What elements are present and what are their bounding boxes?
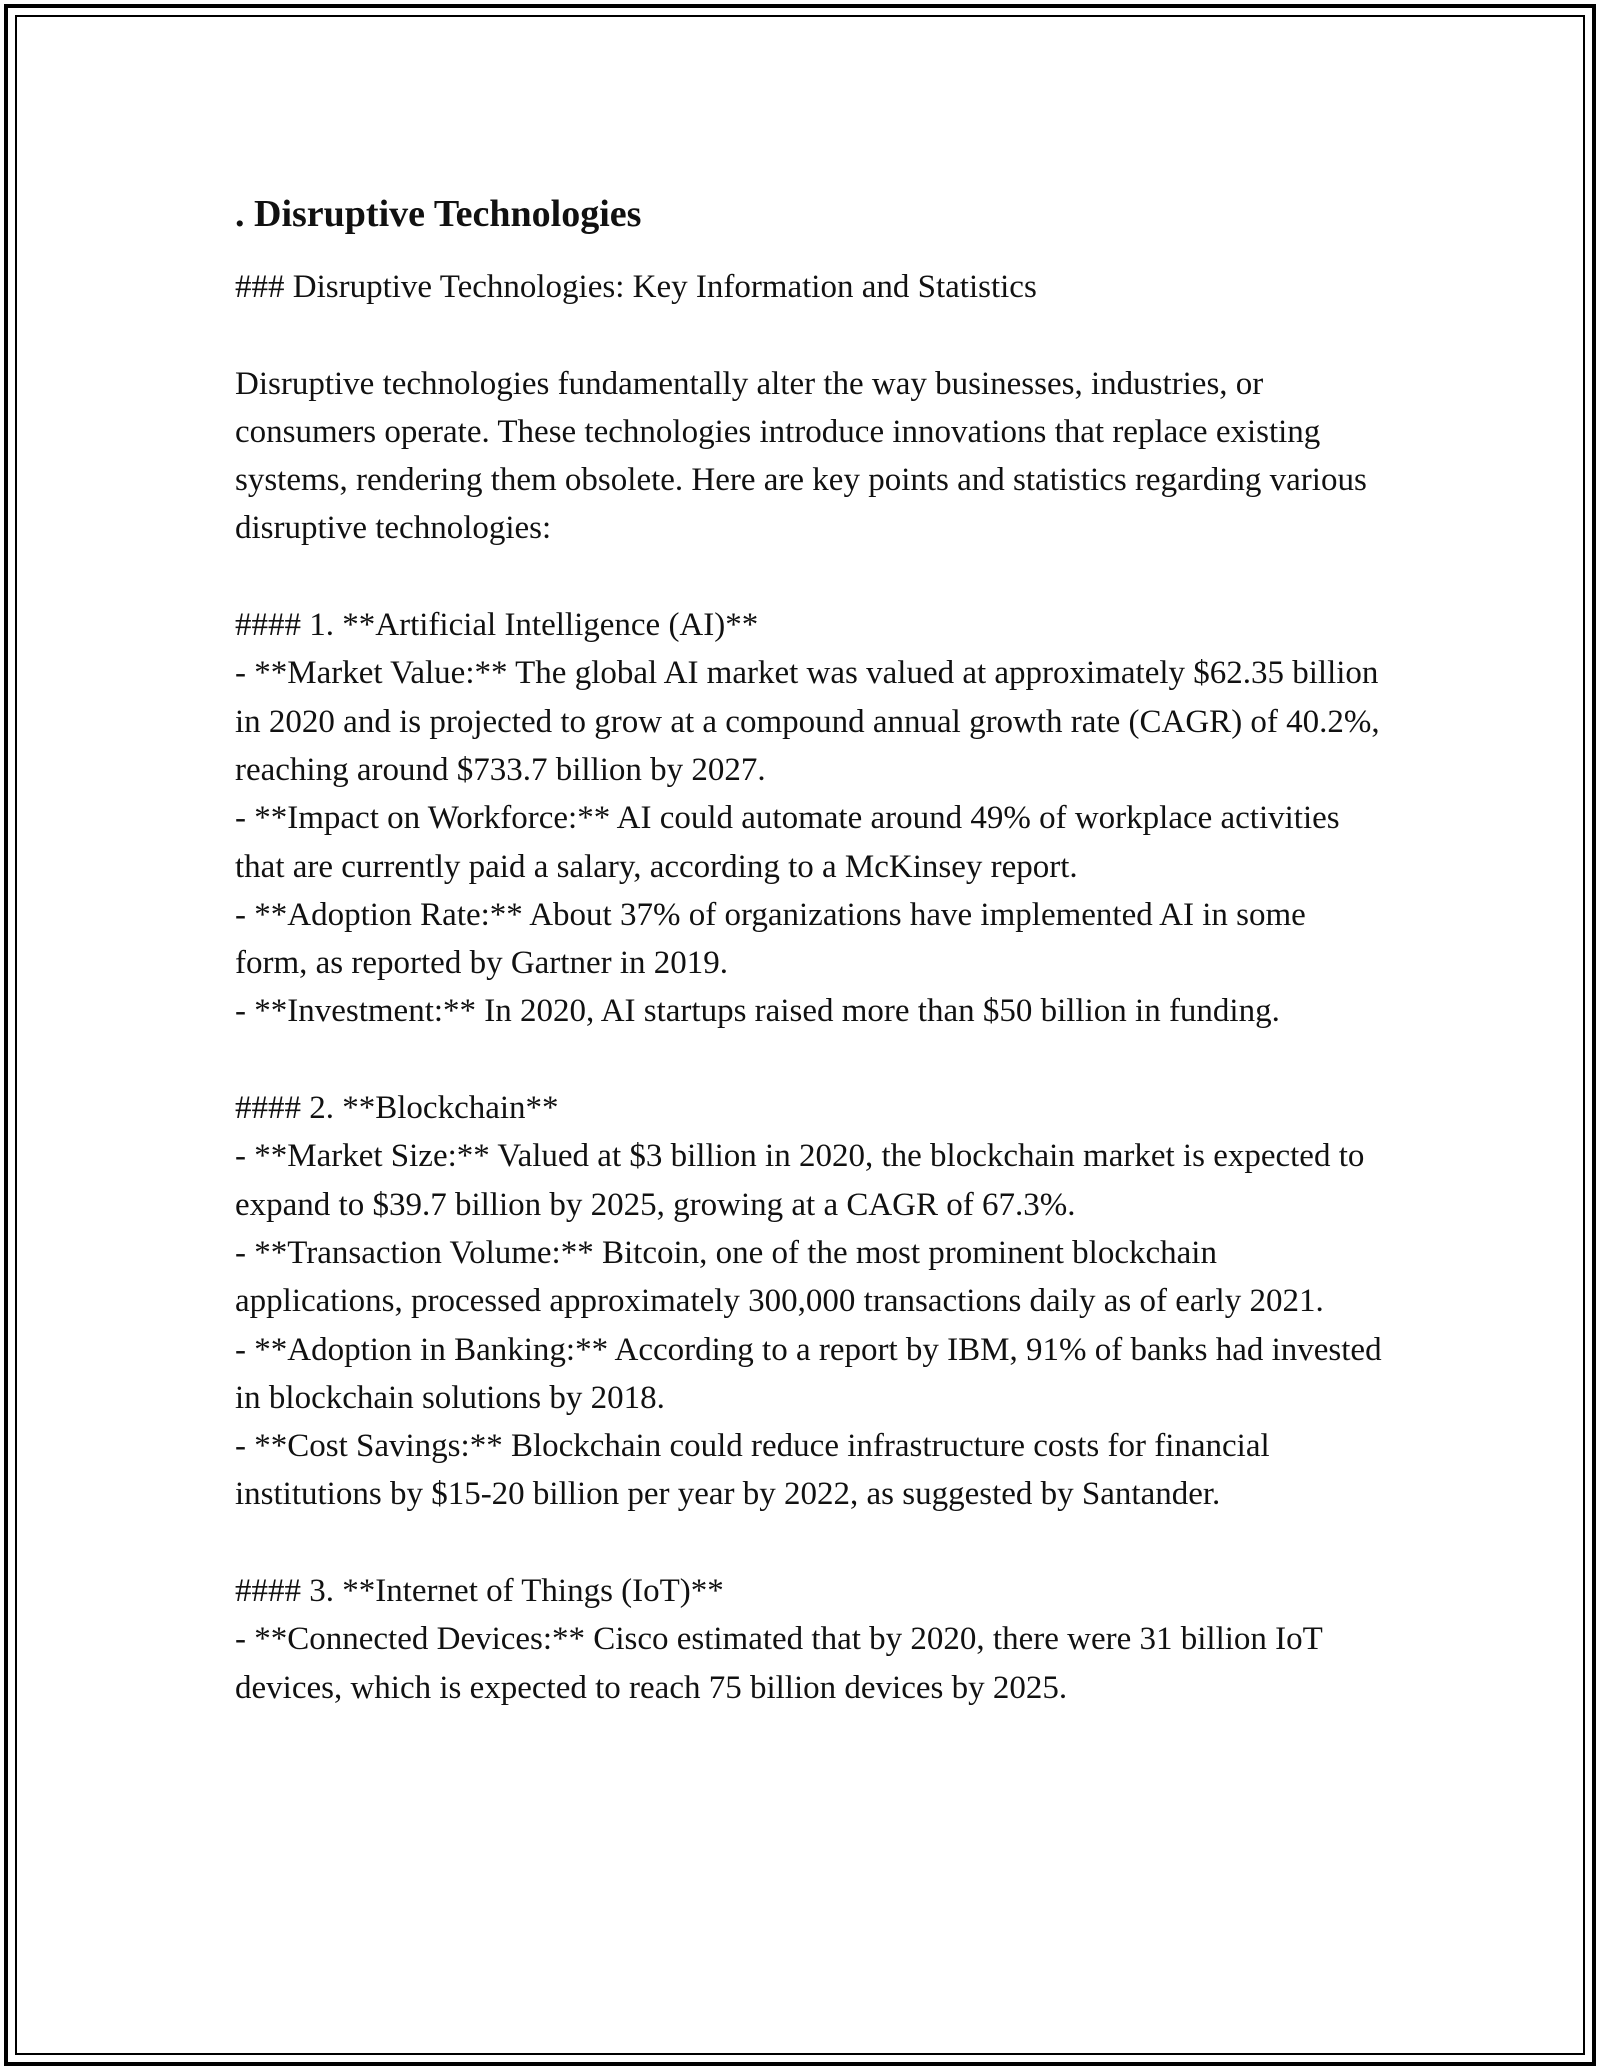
section-heading: #### 1. **Artificial Intelligence (AI)** xyxy=(235,607,759,644)
list-item: - **Transaction Volume:** Bitcoin, one of the most prominent blockchain applications, processed approximately 300,000 transactions daily as of early 2021. xyxy=(235,1234,1324,1320)
document-title: . Disruptive Technologies xyxy=(235,193,642,235)
spacer xyxy=(235,1036,1385,1084)
list-item: - **Cost Savings:** Blockchain could reduce infrastructure costs for financial institutions by $15-20 billion per year by 2022, as suggested by Santander. xyxy=(235,1428,1270,1513)
list-item: - **Impact on Workforce:** AI could automate around 49% of workplace activities that are currently paid a salary, according to a McKinsey report. xyxy=(235,800,1340,885)
section-ai xyxy=(235,601,1385,1036)
document-body xyxy=(235,185,1385,1712)
spacer xyxy=(235,553,1385,601)
list-item: - **Connected Devices:** Cisco estimated that by 2020, there were 31 billion IoT devices, which is expected to reach 75 billion devices by 2025. xyxy=(235,1621,1323,1706)
list-item: - **Adoption in Banking:** According to a report by IBM, 91% of banks had invested in blockchain solutions by 2018. xyxy=(235,1331,1382,1416)
spacer xyxy=(235,311,1385,359)
section-heading: #### 2. **Blockchain** xyxy=(235,1090,559,1127)
document-subtitle: ### Disruptive Technologies: Key Information and Statistics xyxy=(235,269,1037,305)
section-iot xyxy=(235,1567,1385,1712)
intro-paragraph: Disruptive technologies fundamentally alter the way businesses, industries, or consumers operate. These technologies introduce innovations that replace existing systems, rendering them obsolete. Here are key points and statistics regarding various disruptive technologies: xyxy=(235,365,1367,547)
list-item: - **Adoption Rate:** About 37% of organizations have implemented AI in some form, as reported by Gartner in 2019. xyxy=(235,896,1306,982)
list-item: - **Investment:** In 2020, AI startups raised more than $50 billion in funding. xyxy=(235,993,1280,1030)
list-item: - **Market Size:** Valued at $3 billion in 2020, the blockchain market is expected to expand to $39.7 billion by 2025, growing at a CAGR of 67.3%. xyxy=(235,1138,1365,1223)
section-blockchain xyxy=(235,1084,1385,1519)
spacer xyxy=(235,1519,1385,1567)
section-heading: #### 3. **Internet of Things (IoT)** xyxy=(235,1573,724,1610)
list-item: - **Market Value:** The global AI market was valued at approximately $62.35 billion in 2020 and is projected to grow at a compound annual growth rate (CAGR) of 40.2%, reaching around $733.7 billion by 2027. xyxy=(235,655,1380,788)
